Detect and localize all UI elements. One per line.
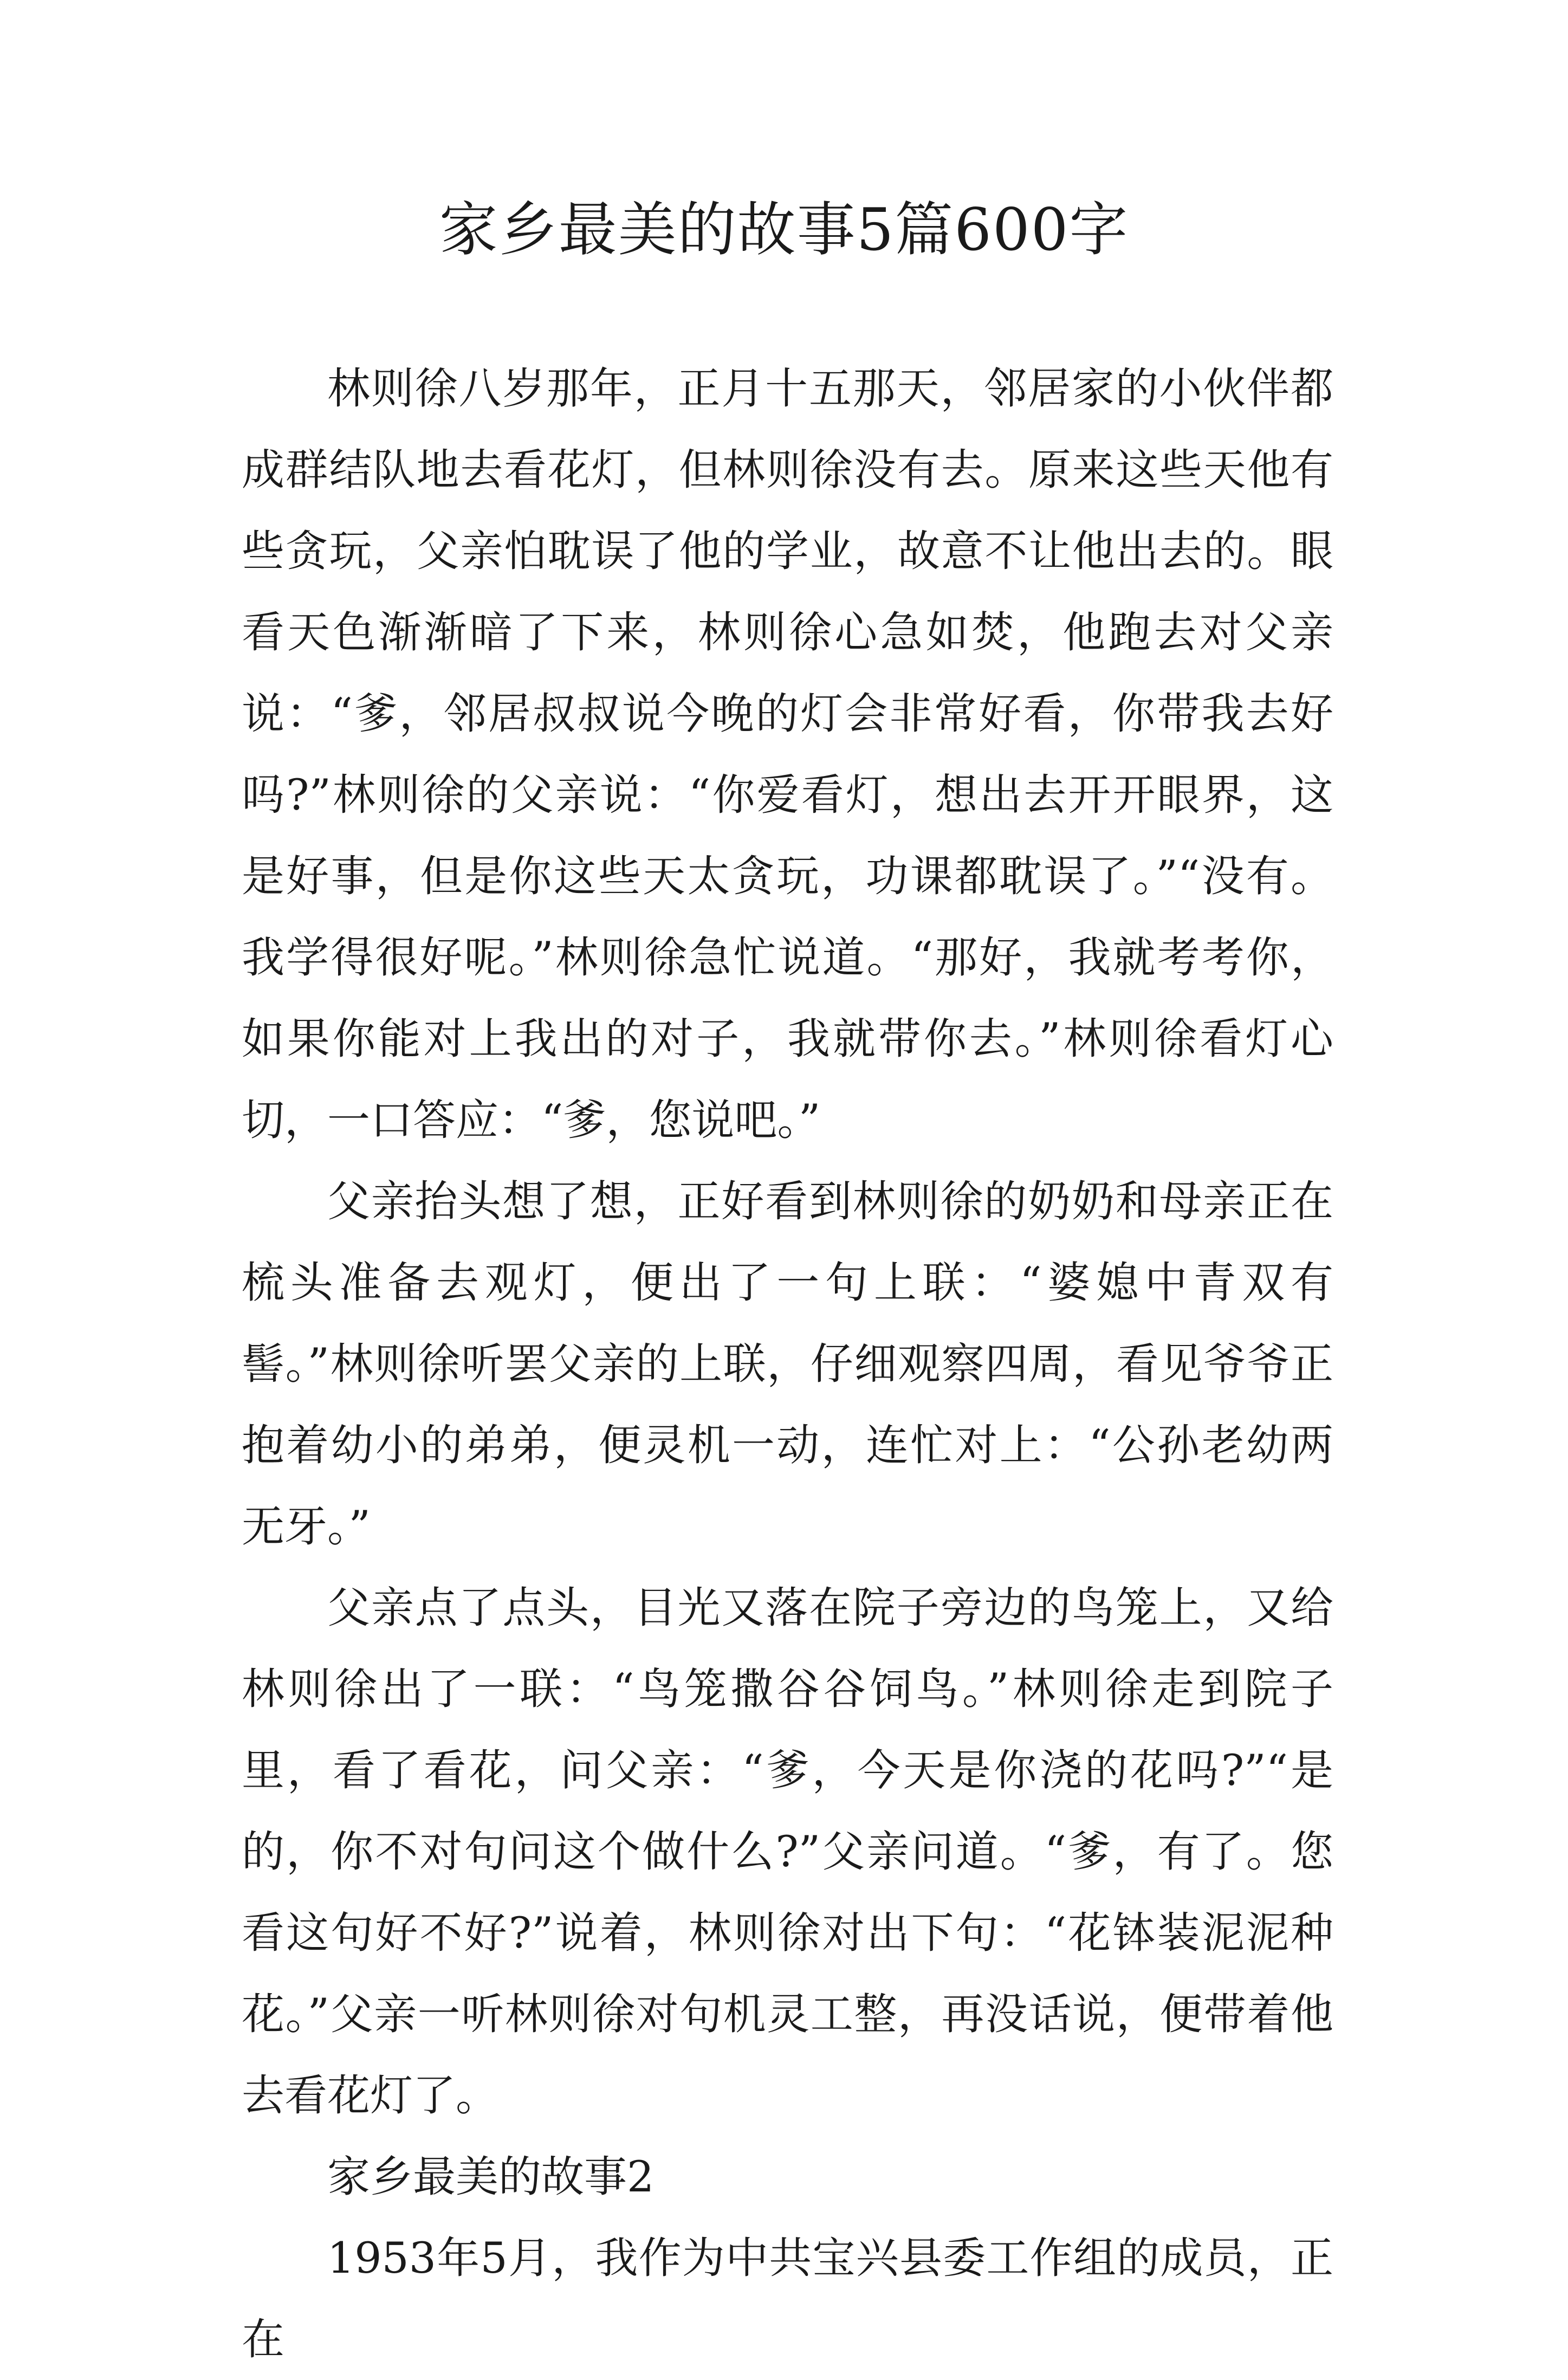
paragraph-2: 父亲抬头想了想，正好看到林则徐的奶奶和母亲正在梳头准备去观灯，便出了一句上联：“婆媳中青双有髻。”林则徐听罢父亲的上联，仔细观察四周，看见爷爷正抱着幼小的弟弟，便灵机一动，连忙对上：“公孙老幼两无牙。”	[242, 1176, 1333, 1551]
paragraph-3: 父亲点了点头，目光又落在院子旁边的鸟笼上，又给林则徐出了一联：“鸟笼撒谷谷饲鸟。”林则徐走到院子里，看了看花，问父亲：“爹，今天是你浇的花吗?”“是的，你不对句问这个做什么?”父亲问道。“爹，有了。您看这句好不好?”说着，林则徐对出下句：“花钵装泥泥种花。”父亲一听林则徐对句机灵工整，再没话说，便带着他去看花灯了。	[242, 1583, 1333, 2120]
document-title: 家乡最美的故事5篇600字	[439, 196, 1129, 264]
paragraph-1: 林则徐八岁那年，正月十五那天，邻居家的小伙伴都成群结队地去看花灯，但林则徐没有去。原来这些天他有些贪玩，父亲怕耽误了他的学业，故意不让他出去的。眼看天色渐渐暗了下来，林则徐心急如焚，他跑去对父亲说：“爹，邻居叔叔说今晚的灯会非常好看，你带我去好吗?”林则徐的父亲说：“你爱看灯，想出去开开眼界，这是好事，但是你这些天太贪玩，功课都耽误了。”“没有。我学得很好呢。”林则徐急忙说道。“那好，我就考考你，如果你能对上我出的对子，我就带你去。”林则徐看灯心切，一口答应：“爹，您说吧。”	[242, 364, 1333, 1145]
document-body	[242, 348, 1333, 2380]
paragraph-4: 1953年5月，我作为中共宝兴县委工作组的成员，正在	[242, 2233, 1333, 2364]
section-heading: 家乡最美的故事2	[327, 2152, 655, 2202]
